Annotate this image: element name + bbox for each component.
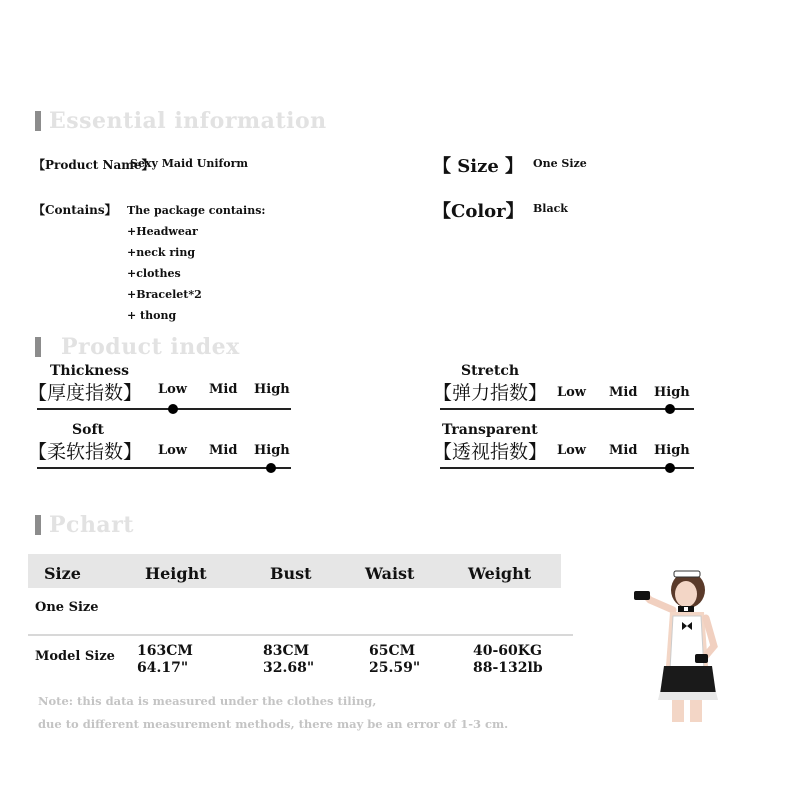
contains-item: +Bracelet*2 [127,288,202,301]
index-section-title [35,336,240,358]
index-title: Product index [61,334,240,360]
pchart-title: Pchart [49,512,134,538]
row-one-size: One Size [35,600,99,615]
level-high: High [254,382,290,397]
size-value: One Size [533,157,587,170]
transparent-scale-line [440,467,694,469]
model-weight [473,643,543,677]
contains-item: +neck ring [127,246,196,259]
section-bar [35,515,41,535]
header-weight: Weight [468,564,532,583]
contains-item: The package contains: [127,204,266,217]
thickness-scale-line [37,408,291,410]
contains-list [127,200,265,326]
header-height: Height [145,564,207,583]
essential-section-title [35,110,327,132]
level-high: High [654,443,690,458]
pchart-section-title [35,514,134,536]
header-waist: Waist [365,564,415,583]
model-bust [263,643,314,677]
level-mid: Mid [209,443,238,458]
level-high: High [654,385,690,400]
stretch-indicator-dot [665,404,675,414]
waist-cm: 65CM [369,643,416,659]
transparent-label: Transparent [442,422,538,438]
transparent-indicator-dot [665,463,675,473]
weight-kg: 40-60KG [473,643,542,659]
level-mid: Mid [209,382,238,397]
essential-title: Essential information [49,108,327,134]
soft-indicator-dot [266,463,276,473]
level-mid: Mid [609,385,638,400]
color-value: Black [533,202,568,215]
height-cm: 163CM [137,643,193,659]
weight-lb: 88-132lb [473,660,543,676]
thickness-cn-label: 【厚度指数】 [28,382,143,404]
contains-item: +Headwear [127,225,198,238]
color-label: 【Color】 [433,201,524,222]
bust-cm: 83CM [263,643,310,659]
bust-in: 32.68" [263,660,315,676]
level-high: High [254,443,290,458]
contains-item: +clothes [127,267,181,280]
table-divider [28,634,573,636]
soft-label: Soft [72,422,104,438]
soft-cn-label: 【柔软指数】 [28,441,143,463]
product-name-label: 【Product Name】 [33,158,154,172]
model-waist [369,643,420,677]
note-line-2: due to different measurement methods, there may be an error of 1-3 cm. [38,717,509,731]
transparent-cn-label: 【透视指数】 [433,441,548,463]
model-photo [628,566,728,726]
product-name-value: Sexy Maid Uniform [130,157,248,170]
section-bar [35,337,41,357]
level-low: Low [557,385,587,400]
contains-label: 【Contains】 [33,203,117,217]
model-height [137,643,193,677]
size-label: 【 Size 】 [433,156,524,177]
thickness-label: Thickness [50,363,129,379]
header-size: Size [44,564,81,583]
contains-item: + thong [127,309,177,322]
level-mid: Mid [609,443,638,458]
section-bar [35,111,41,131]
level-low: Low [158,443,188,458]
height-in: 64.17" [137,660,189,676]
header-bust: Bust [270,564,312,583]
level-low: Low [158,382,188,397]
note-line-1: Note: this data is measured under the clothes tiling, [38,694,377,708]
waist-in: 25.59" [369,660,421,676]
stretch-cn-label: 【弹力指数】 [433,382,548,404]
row-model-size: Model Size [35,649,115,664]
stretch-label: Stretch [461,363,520,379]
soft-scale-line [37,467,291,469]
stretch-scale-line [440,408,694,410]
thickness-indicator-dot [168,404,178,414]
level-low: Low [557,443,587,458]
